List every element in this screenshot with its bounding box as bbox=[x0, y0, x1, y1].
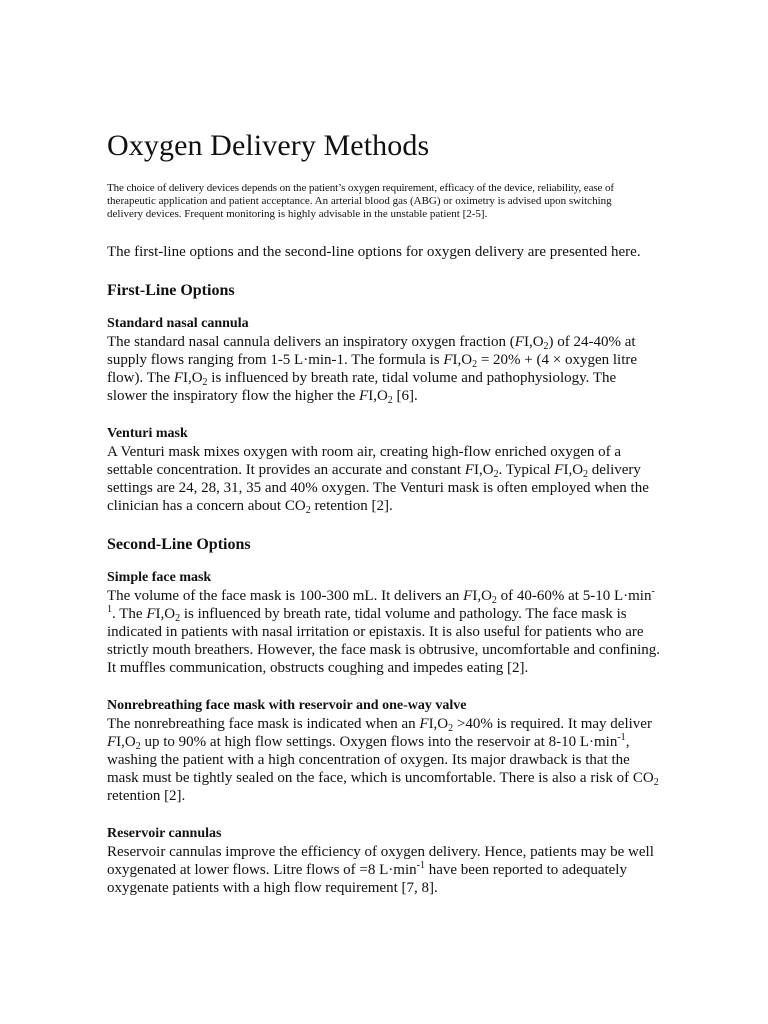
document-content bbox=[107, 128, 667, 917]
nasal-cannula-section bbox=[107, 315, 667, 405]
nonrebreathing-mask-title: Nonrebreathing face mask with reservoir and one-way valve bbox=[107, 698, 467, 713]
intro-line: therapeutic application and patient acceptance. An arterial blood gas (ABG) or oximetry is advised upon switching bbox=[107, 195, 612, 207]
first-line-heading: First-Line Options bbox=[107, 282, 235, 299]
simple-face-mask-section bbox=[107, 569, 667, 677]
second-line-heading: Second-Line Options bbox=[107, 536, 251, 553]
nasal-cannula-title: Standard nasal cannula bbox=[107, 316, 249, 331]
venturi-mask-title: Venturi mask bbox=[107, 426, 188, 441]
nasal-cannula-text: The standard nasal cannula delivers an inspiratory oxygen fraction $(FI,O_2)$ of 24-40% at supply flows ranging from 1-5 L·min-1. The formula is $FI,O_2 = 20\% + (4$ × oxygen litre flow). The $FI,O_2$ is influenced by breath rate, tidal volume and pathophysiology. The slower the inspiratory flow the higher the $FI,O_2$ [6]. bbox=[107, 334, 638, 406]
page-title: Oxygen Delivery Methods bbox=[107, 129, 430, 162]
simple-face-mask-title: Simple face mask bbox=[107, 570, 212, 585]
intro-line: delivery devices. Frequent monitoring is highly advisable in the unstable patient [2-5]. bbox=[107, 208, 488, 220]
reservoir-cannulas-section bbox=[107, 825, 667, 897]
lead-paragraph: The first-line options and the second-line options for oxygen delivery are presented here. bbox=[107, 244, 641, 260]
reservoir-cannulas-title: Reservoir cannulas bbox=[107, 826, 222, 841]
intro-line: The choice of delivery devices depends on the patient’s oxygen requirement, efficacy of the device, reliability, ease of bbox=[107, 182, 614, 194]
intro-paragraph bbox=[107, 182, 667, 221]
nonrebreathing-mask-section bbox=[107, 697, 667, 805]
venturi-mask-section bbox=[107, 425, 667, 515]
simple-face-mask-text: The volume of the face mask is 100-300 mL. It delivers an $FI,O_2$ of 40-60% at 5-10 L·min- $^1$. The $FI,O_2$ is influenced by breath rate, tidal volume and pathology. The face mask is indicated in patients with nasal irritation or epistaxis. It is also useful for patients who are strictly mouth breathers. However, the face mask is obtrusive, uncomfortable and confining. It muffles communication, obstructs coughing and impedes eating [2]. bbox=[107, 586, 660, 676]
venturi-mask-text: A Venturi mask mixes oxygen with room air, creating high-flow enriched oxygen of a settable concentration. It provides an accurate and constant $FI,O_2$. Typical $FI,O_2$ delivery settings are 24, 28, 31, 35 and 40% oxygen. The Venturi mask is often employed when the clinician has a concern about $CO_2$ retention [2]. bbox=[107, 444, 649, 516]
nonrebreathing-mask-text: The nonrebreathing face mask is indicated when an $FI,O_2 >40\%$ is required. It may deliver $FI,O_2$ up to 90% at high flow settings. Oxygen flows into the reservoir at 8-10 $L\cdot\min^{-1}$, washing the patient with a high concentration of oxygen. Its major drawback is that the mask must be tightly sealed on the face, which is uncomfortable. There is also a risk of $CO_2$ retention [2]. bbox=[107, 716, 659, 804]
reservoir-cannulas-text: Reservoir cannulas improve the efficiency of oxygen delivery. Hence, patients may be well oxygenated at lower flows. Litre flows of =8 $L\cdot\min^{-1}$ have been reported to adequately oxygenate patients with a high flow requirement [7, 8]. bbox=[107, 844, 654, 896]
